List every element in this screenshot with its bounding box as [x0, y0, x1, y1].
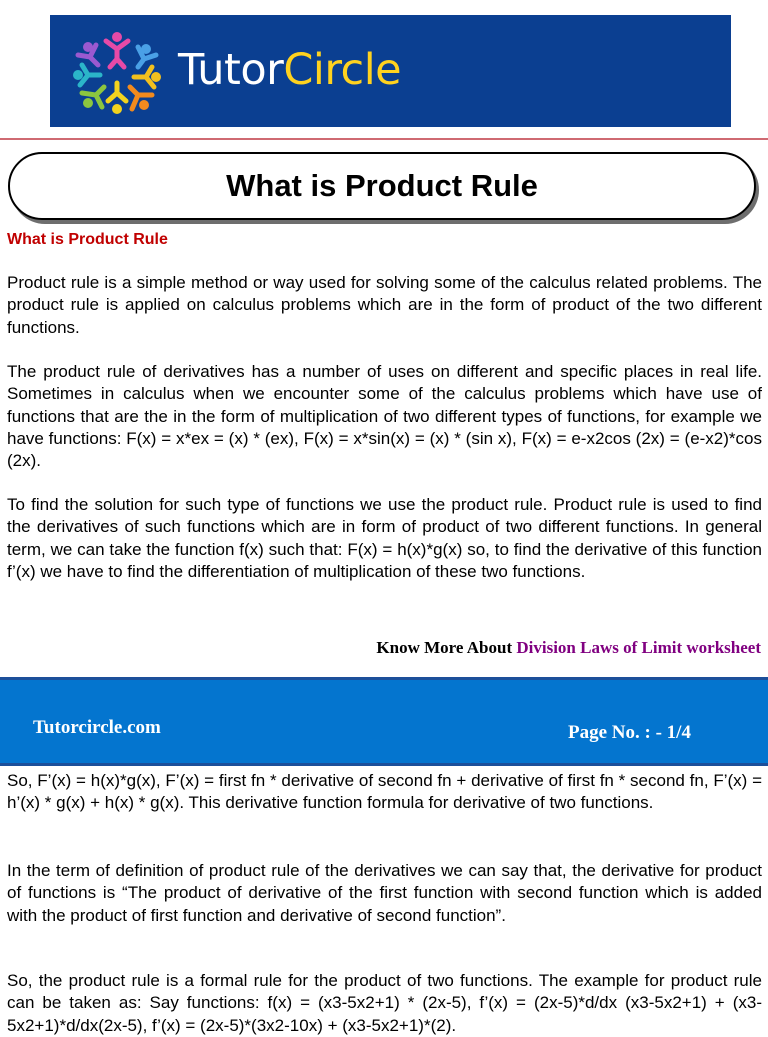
header-divider	[0, 138, 768, 140]
know-more-line	[376, 637, 761, 659]
page-title: What is Product Rule	[226, 168, 538, 203]
footer-site-name: Tutorcircle.com	[33, 717, 161, 738]
tutorcircle-logo-text	[178, 45, 401, 95]
paragraph-definition: In the term of definition of product rule of the derivatives we can say that, the derivative for product of functions is “The product of derivative of the first function with second function which is added with the product of first function and derivative of second function”.	[7, 861, 762, 925]
paragraph-intro: Product rule is a simple method or way used for solving some of the calculus related problems. The product rule is applied on calculus problems which are in the form of product of the two different functions.	[7, 273, 762, 337]
header-banner	[50, 15, 731, 127]
tutorcircle-logo-icon	[72, 29, 162, 115]
paragraph-solution: To find the solution for such type of functions we use the product rule. Product rule is used to find the derivatives of such functions which are in form of product of two different functions. In general term, we can take the function f(x) such that: F(x) = h(x)*g(x) so, to find the derivative of this function f’(x) we have to find the differentiation of multiplication of these two functions.	[7, 495, 762, 581]
page-number: Page No. : - 1/4	[568, 722, 691, 743]
division-laws-link[interactable]: Division Laws of Limit worksheet	[516, 638, 761, 657]
paragraph-formula: So, F’(x) = h(x)*g(x), F’(x) = first fn * derivative of second fn + derivative of first fn * second fn, F’(x) = h’(x) * g(x) + h(x) * g(x). This derivative function formula for derivative of two functions.	[7, 771, 762, 813]
logo-word-tutor: Tutor	[178, 45, 284, 95]
page-footer-band	[0, 677, 768, 766]
paragraph-uses: The product rule of derivatives has a number of uses on different and specific places in real life. Sometimes in calculus when we encounter some of the calculus problems which have use of functions that are the in the form of multiplication of two different types of functions, for example we have functions: F(x) = x*ex = (x) * (ex), F(x) = x*sin(x) = (x) * (sin x), F(x) = e-x2cos (2x) = (e-x2)*cos (2x).	[7, 362, 762, 471]
section-heading: What is Product Rule	[7, 231, 168, 248]
know-more-prefix: Know More About	[376, 638, 513, 657]
title-box	[8, 152, 756, 220]
paragraph-example: So, the product rule is a formal rule for the product of two functions. The example for product rule can be taken as: Say functions: f(x) = (x3-5x2+1) * (2x-5), f’(x) = (2x-5)*d/dx (x3-5x2+1) + (x3-5x2+1)*d/dx(2x-5), f’(x) = (2x-5)*(3x2-10x) + (x3-5x2+1)*(2).	[7, 971, 762, 1035]
logo-word-circle: Circle	[283, 45, 402, 95]
